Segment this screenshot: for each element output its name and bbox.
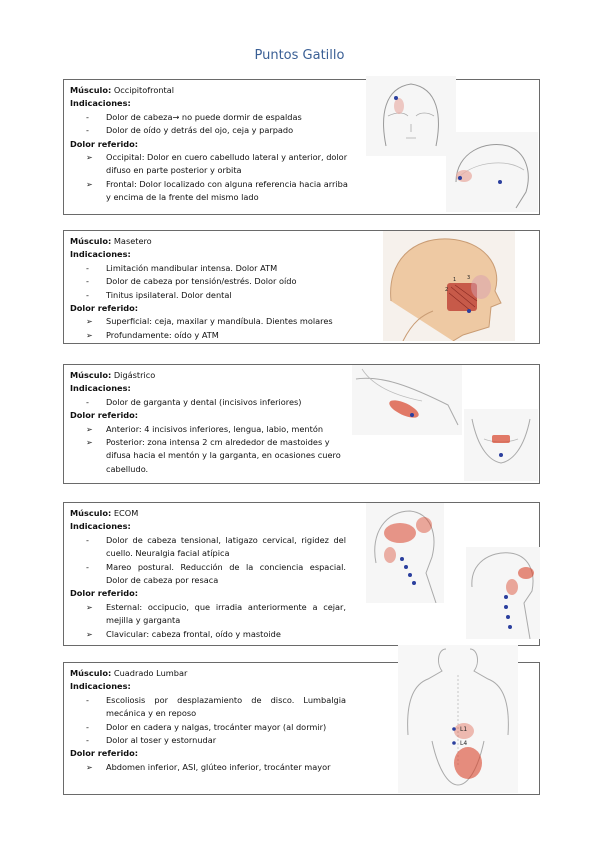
section-text [70,235,533,342]
figure-label: L1 [460,726,468,733]
section-masetero [63,230,540,344]
muscle-label: Músculo: [70,508,112,518]
referred-label: Dolor referido: [70,138,139,149]
muscle-label: Músculo: [70,236,112,246]
section-text [70,369,533,476]
list-item: - Dolor en cadera y nalgas, trocánter mayor (al dormir) [70,721,346,734]
list-item: ➢ Clavicular: cabeza frontal, oído y mastoide [70,628,346,641]
referred-list [70,315,533,342]
list-item: ➢ Anterior: 4 incisivos inferiores, lengua, labio, mentón [70,423,354,436]
indications-list [70,111,533,138]
indications-label: Indicaciones: [70,681,131,692]
muscle-name: Occipitofrontal [113,85,175,95]
section-cuadrado-lumbar [63,662,540,795]
muscle-line [70,507,346,520]
list-item: - Dolor al toser y estornudar [70,734,346,747]
muscle-name: Digástrico [113,370,156,380]
referred-label: Dolor referido: [70,748,139,759]
indications-list [70,534,346,588]
indications-list [70,262,533,302]
figure-label: 3 [467,275,471,281]
section-text [70,507,346,641]
muscle-label: Músculo: [70,370,112,380]
indications-label: Indicaciones: [70,98,131,109]
scm-sternal-illustration [366,503,444,603]
muscle-line [70,667,346,680]
indications-label: Indicaciones: [70,383,131,394]
list-item: ➢ Abdomen inferior, ASI, glúteo inferior, trocánter mayor [70,761,346,774]
muscle-name: Cuadrado Lumbar [113,668,188,678]
list-item: - Mareo postural. Reducción de la conciencia espacial. Dolor de cabeza por resaca [70,561,346,588]
muscle-line [70,84,533,97]
figure-label: L4 [460,740,468,747]
section-text [70,84,533,205]
list-item: ➢ Frontal: Dolor localizado con alguna referencia hacia arriba y encima de la frente del mismo lado [70,178,348,205]
indications-label: Indicaciones: [70,521,131,532]
indications-label: Indicaciones: [70,249,131,260]
section-occipitofrontal [63,79,540,215]
list-item: ➢ Superficial: ceja, maxilar y mandíbula. Dientes molares [70,315,533,328]
list-item: - Dolor de cabeza tensional, latigazo cervical, rigidez del cuello. Neuralgia facial atípica [70,534,346,561]
referred-label: Dolor referido: [70,410,139,421]
referred-label: Dolor referido: [70,303,139,314]
muscle-name: Masetero [113,236,152,246]
lumbar-back-illustration [398,645,518,793]
referred-label: Dolor referido: [70,588,139,599]
list-item: - Dolor de cabeza por tensión/estrés. Dolor oído [70,275,533,288]
referred-list [70,761,346,774]
muscle-line [70,235,533,248]
referred-list [70,423,354,477]
indications-list [70,396,533,409]
scm-clavicular-illustration [466,547,540,639]
list-item: ➢ Occipital: Dolor en cuero cabelludo lateral y anterior, dolor difuso en parte posterior y orbita [70,151,348,178]
list-item: - Tinitus ipsilateral. Dolor dental [70,289,533,302]
referred-list [70,151,348,205]
list-item: ➢ Profundamente: oído y ATM [70,329,533,342]
muscle-line [70,369,533,382]
list-item: - Dolor de garganta y dental (incisivos inferiores) [70,396,533,409]
list-item: ➢ Posterior: zona intensa 2 cm alrededor de mastoides y difusa hacia el mentón y la garganta, en ocasiones cuero cabelludo. [70,436,354,476]
section-text [70,667,346,774]
section-digastrico [63,364,540,484]
figure-label: 2 [445,287,449,293]
muscle-label: Músculo: [70,85,112,95]
section-ecom [63,502,540,646]
list-item: - Dolor de cabeza→ no puede dormir de espaldas [70,111,533,124]
muscle-name: ECOM [113,508,139,518]
indications-list [70,694,346,748]
referred-list [70,601,346,641]
list-item: - Dolor de oído y detrás del ojo, ceja y parpado [70,124,533,137]
muscle-label: Músculo: [70,668,112,678]
list-item: - Escoliosis por desplazamiento de disco. Lumbalgia mecánica y en reposo [70,694,346,721]
list-item: ➢ Esternal: occipucio, que irradia anteriormente a cejar, mejilla y garganta [70,601,346,628]
list-item: - Limitación mandibular intensa. Dolor ATM [70,262,533,275]
page-title: Puntos Gatillo [254,48,345,63]
figure-label: 1 [453,277,457,283]
